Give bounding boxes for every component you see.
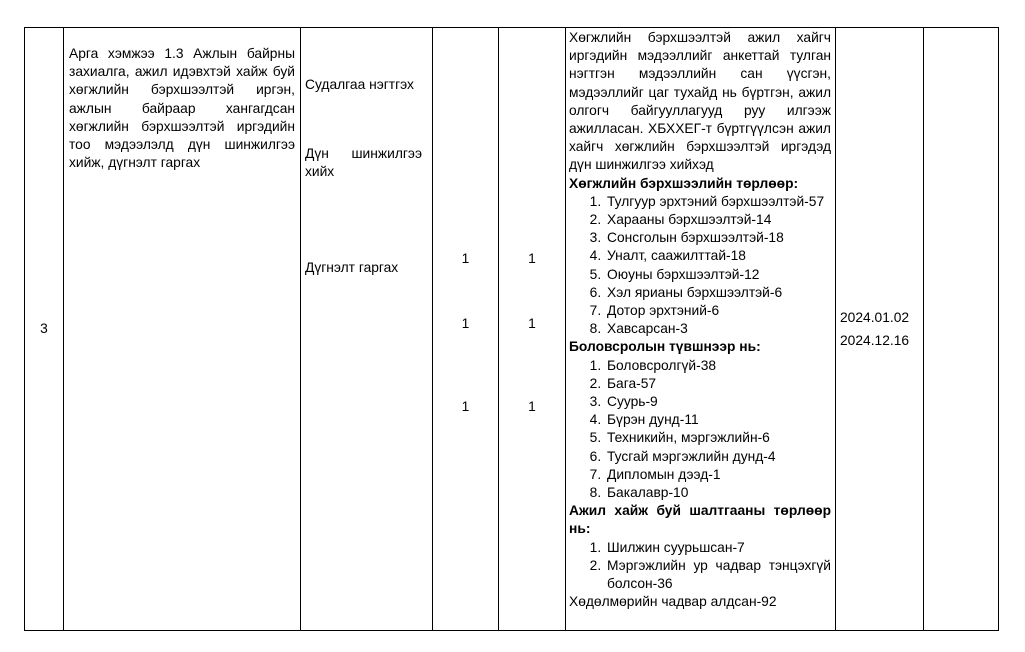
count-value: 1 xyxy=(528,399,536,415)
result-footer: Хөдөлмөрийн чадвар алдсан-92 xyxy=(569,594,777,610)
row-number: 3 xyxy=(40,320,48,336)
result-list-item: 6. Тусгай мэргэжлийн дунд-4 xyxy=(605,448,831,466)
result-list-item: 3. Сонсголын бэрхшээлтэй-18 xyxy=(605,229,831,247)
result-list-item: 3. Суурь-9 xyxy=(605,393,831,411)
activity-item: Дүгнэлт гаргах xyxy=(305,259,399,275)
result-list-item: 5. Оюуны бэрхшээлтэй-12 xyxy=(605,266,831,284)
result-list-item: 6. Хэл ярианы бэрхшээлтэй-6 xyxy=(605,284,831,302)
result-list-item: 2. Бага-57 xyxy=(605,375,831,393)
result-cell xyxy=(566,28,836,631)
section-heading: Боловсролын түвшнээр нь: xyxy=(569,339,761,355)
count-value: 1 xyxy=(461,316,470,332)
count-value: 1 xyxy=(528,251,536,266)
empty-cell xyxy=(924,28,999,631)
disability-type-list xyxy=(569,193,831,339)
result-list-item: 4. Бүрэн дунд-11 xyxy=(605,411,831,429)
result-list-item: 2. Харааны бэрхшээлтэй-14 xyxy=(605,211,831,229)
result-list-item: 1. Тулгуур эрхтэний бэрхшээлтэй-57 xyxy=(605,193,831,211)
count-col5-cell xyxy=(499,28,566,631)
row-number-cell xyxy=(25,28,64,631)
table-row xyxy=(25,28,999,631)
result-list-item: 1. Шилжин суурьшсан-7 xyxy=(605,539,831,557)
section-heading: Хөгжлийн бэрхшээлийн төрлөөр: xyxy=(569,175,799,191)
report-table xyxy=(24,27,999,631)
education-level-list xyxy=(569,357,831,503)
count-value: 1 xyxy=(461,251,470,266)
measure-cell xyxy=(64,28,301,631)
result-list-item: 8. Бакалавр-10 xyxy=(605,484,831,502)
result-list-item: 1. Боловсролгүй-38 xyxy=(605,357,831,375)
section-heading: Ажил хайж буй шалтгааны төрлөөр нь: xyxy=(569,503,831,537)
result-list-item: 8. Хавсарсан-3 xyxy=(605,320,831,338)
count-value: 1 xyxy=(461,399,470,415)
result-list-item: 5. Техникийн, мэргэжлийн-6 xyxy=(605,429,831,447)
measure-text: Арга хэмжээ 1.3 Ажлын байрны захиалга, ажил идэвхтэй хайж буй хөгжлийн бэрхшээлтэй иргэн, ажлын байраар хангагдсан хөгжлийн бэрхшээлтэй иргэдийн тоо мэдээлэлд дүн шинжилгээ хийж, дүгнэлт гаргах xyxy=(69,46,295,171)
result-list-item: 4. Уналт, саажилттай-18 xyxy=(605,247,831,265)
activity-item: Дүн шинжилгээ хийх xyxy=(305,146,422,180)
end-date: 2024.12.16 xyxy=(840,333,910,348)
result-list-item: 7. Дипломын дээд-1 xyxy=(605,466,831,484)
result-list-item: 7. Дотор эрхтэний-6 xyxy=(605,302,831,320)
result-list-item: 2. Мэргэжлийн ур чадвар тэнцэхгүй болсон-36 xyxy=(605,557,831,593)
result-intro: Хөгжлийн бэрхшээлтэй ажил хайгч иргэдийн мэдээллийг анкеттай тулган нэгтгэн мэдээллийн сан үүсгэн, мэдээллийг цаг тухайд нь бүртгэн, ажил олгогч байгууллагууд руу илгээж ажилласан. ХБХХЕГ-т бүртгүүлсэн ажил хайгч хөгжлийн бэрхшээлтэй иргэдэд дүн шинжилгээ хийхэд xyxy=(569,30,831,173)
start-date: 2024.01.02 xyxy=(840,310,910,325)
count-col4-cell xyxy=(433,28,499,631)
activities-cell xyxy=(301,28,433,631)
activity-item: Судалгаа нэгтгэх xyxy=(305,77,414,92)
dates-cell xyxy=(836,28,924,631)
job-search-reason-list xyxy=(569,539,831,594)
count-value: 1 xyxy=(528,316,536,332)
